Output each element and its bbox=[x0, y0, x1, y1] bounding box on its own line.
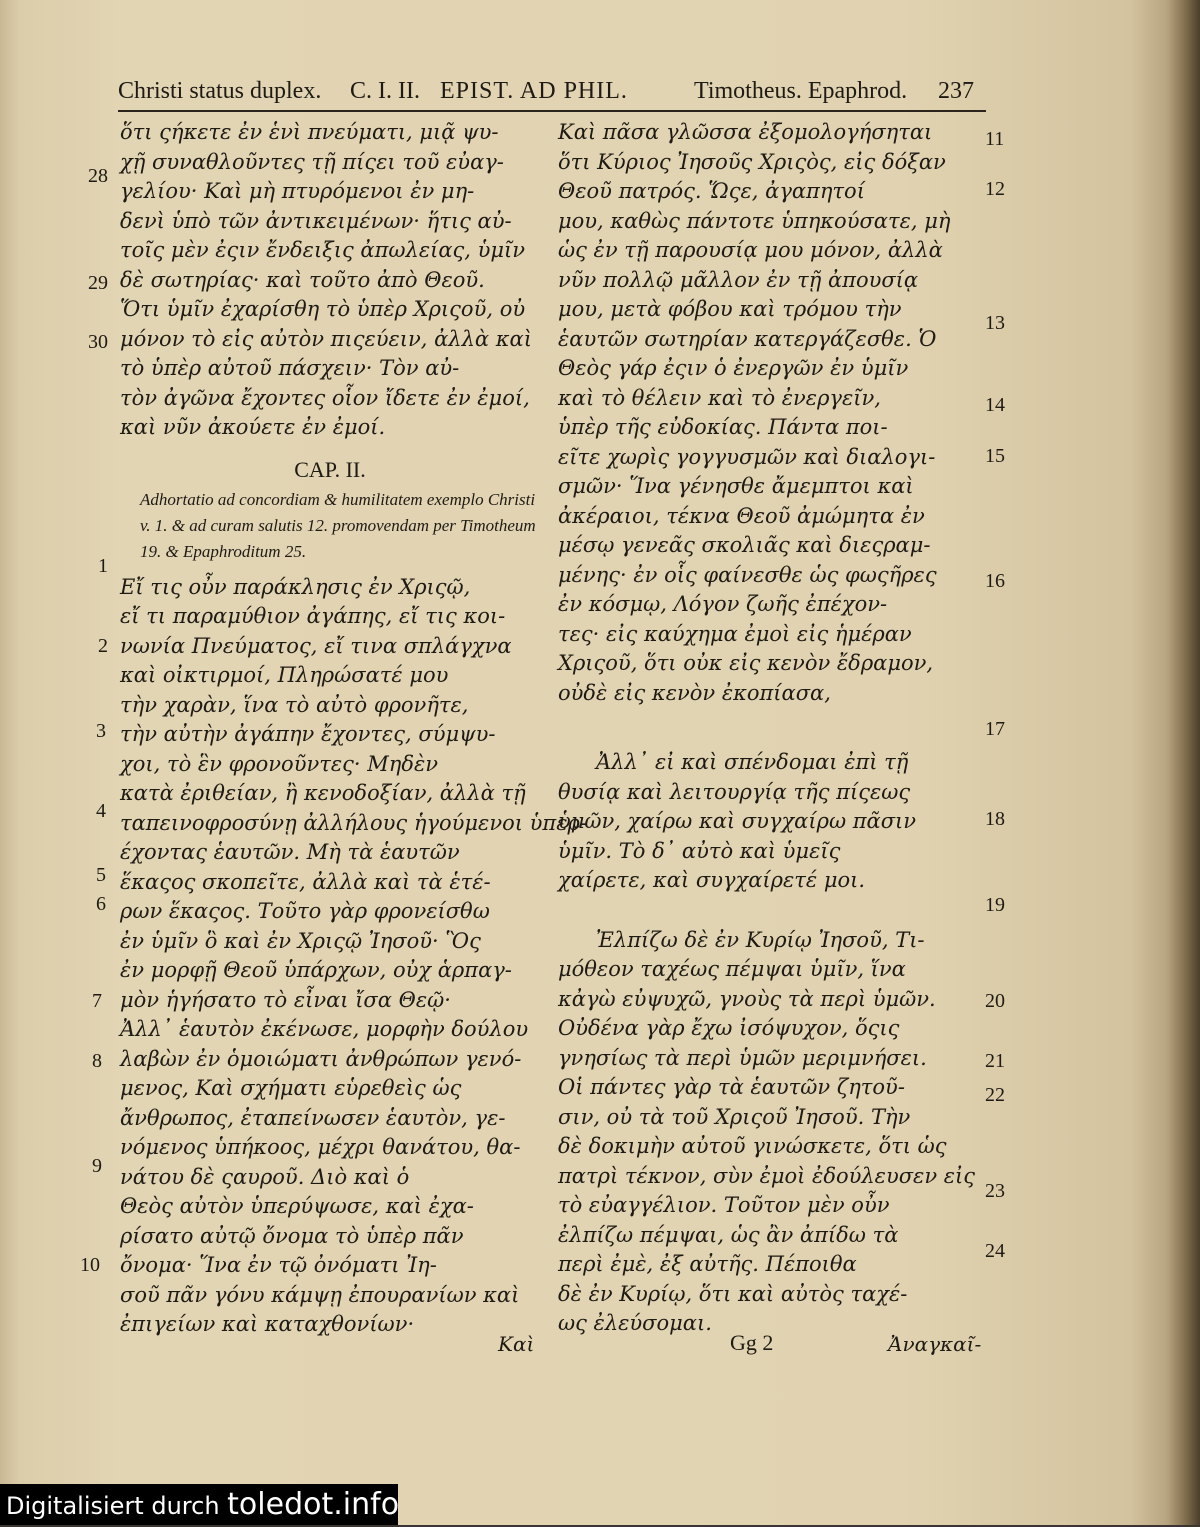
verse-number: 17 bbox=[985, 718, 1005, 740]
text-line: Ἐλπίζω δὲ ἐν Κυρίῳ Ἰησοῦ, Τι- bbox=[596, 927, 925, 952]
right-text-block-c bbox=[558, 926, 978, 1339]
text-line: μένης· ἐν οἷς φαίνεσθε ὡς φωςῆρες bbox=[558, 562, 937, 587]
verse-number: 30 bbox=[88, 331, 108, 353]
text-line: ὑπὲρ τῆς εὐδοκίας. Πάντα ποι- bbox=[558, 415, 888, 439]
chapter-summary: Adhortatio ad concordiam & humilitatem exemplo Christi v. 1. & ad curam salutis 12. promovendam per Timotheum 19. & Epaphroditum 25. bbox=[140, 489, 536, 561]
text-line: δὲ δοκιμὴν αὐτοῦ γινώσκετε, ὅτι ὡς bbox=[558, 1134, 947, 1158]
header-right: Timotheus. Epaphrod. bbox=[694, 78, 908, 104]
text-line: ὑμῶν, χαίρω καὶ συγχαίρω πᾶσιν bbox=[558, 809, 917, 833]
text-line: εἴ τι παραμύθιον ἀγάπης, εἴ τις κοι- bbox=[120, 604, 506, 628]
verse-number: 14 bbox=[985, 394, 1005, 416]
verse-number: 7 bbox=[92, 990, 102, 1012]
text-line: κἀγὼ εὐψυχῶ, γνοὺς τὰ περὶ ὑμῶν. bbox=[558, 986, 936, 1011]
text-line: χοι, τὸ ἓν φρονοῦντες· Μηδὲν bbox=[120, 751, 438, 776]
header-left: Christi status duplex. bbox=[118, 78, 322, 104]
text-line: ὅτι Κύριος Ἰησοῦς Χριςὸς, εἰς δόξαν bbox=[558, 149, 946, 174]
left-column bbox=[120, 118, 587, 1340]
verse-number: 9 bbox=[92, 1155, 102, 1177]
text-line: Ἀλλ᾽ ἑαυτὸν ἐκένωσε, μορφὴν δούλου bbox=[120, 1017, 529, 1041]
text-line: σιν, οὐ τὰ τοῦ Χριςοῦ Ἰησοῦ. Τὴν bbox=[558, 1104, 911, 1129]
text-line: Ἀλλ᾽ εἰ καὶ σπένδομαι ἐπὶ τῇ bbox=[596, 750, 909, 774]
book-spine bbox=[1168, 0, 1200, 1525]
verse-number: 28 bbox=[88, 165, 108, 187]
text-line: Εἴ τις οὖν παράκλησις ἐν Χριςῷ, bbox=[120, 574, 471, 599]
text-line: ἐπιγείων καὶ καταχθονίων· bbox=[120, 1312, 415, 1336]
text-line: τὸ ὑπὲρ αὐτοῦ πάσχειν· Τὸν αὐ- bbox=[120, 356, 460, 380]
text-line: χῇ συναθλοῦντες τῇ πίςει τοῦ εὐαγ- bbox=[120, 149, 504, 174]
text-line: ἕκαςος σκοπεῖτε, ἀλλὰ καὶ τὰ ἑτέ- bbox=[120, 869, 491, 894]
text-line: ὅτι ςήκετε ἐν ἑνὶ πνεύματι, μιᾷ ψυ- bbox=[120, 120, 499, 144]
verse-number: 4 bbox=[96, 800, 106, 822]
verse-number: 6 bbox=[96, 893, 106, 915]
text-line: χαίρετε, καὶ συγχαίρετέ μοι. bbox=[558, 868, 866, 892]
verse-number: 10 bbox=[80, 1254, 100, 1276]
right-column bbox=[558, 118, 978, 1339]
text-line: οὐδὲ εἰς κενὸν ἐκοπίασα, bbox=[558, 680, 831, 705]
text-line: θυσίᾳ καὶ λειτουργίᾳ τῆς πίςεως bbox=[558, 779, 911, 804]
text-line: ταπεινοφροσύνῃ ἀλλήλους ἡγούμενοι ὑπερ- bbox=[120, 810, 587, 835]
signature-mark: Gg 2 bbox=[730, 1330, 774, 1355]
verse-number: 22 bbox=[985, 1084, 1005, 1106]
verse-number: 29 bbox=[88, 272, 108, 294]
text-line: ἀκέραιοι, τέκνα Θεοῦ ἀμώμητα ἐν bbox=[558, 503, 925, 528]
text-line: γελίου· Καὶ μὴ πτυρόμενοι ἐν μη- bbox=[120, 179, 475, 203]
verse-number: 13 bbox=[985, 312, 1005, 334]
text-line: Χριςοῦ, ὅτι οὐκ εἰς κενὸν ἔδραμον, bbox=[558, 651, 934, 675]
text-line: νῦν πολλῷ μᾶλλον ἐν τῇ ἀπουσίᾳ bbox=[558, 267, 919, 292]
text-line: μὸν ἡγήσατο τὸ εἶναι ἴσα Θεῷ· bbox=[120, 987, 451, 1012]
verse-number: 8 bbox=[92, 1050, 102, 1072]
text-line: περὶ ἐμὲ, ἐξ αὐτῆς. Πέποιθα bbox=[558, 1252, 857, 1276]
text-line: ως ἐλεύσομαι. bbox=[558, 1311, 712, 1335]
page-number: 237 bbox=[938, 78, 974, 104]
text-line: τοῖς μὲν ἐςιν ἔνδειξις ἀπωλείας, ὑμῖν bbox=[120, 238, 526, 262]
header-chapter: C. I. II. bbox=[350, 78, 420, 104]
text-line: τὴν αὐτὴν ἀγάπην ἔχοντες, σύμψυ- bbox=[120, 722, 496, 746]
text-line: πατρὶ τέκνον, σὺν ἐμοὶ ἐδούλευσεν εἰς bbox=[558, 1163, 976, 1188]
right-catchword: Ἀναγκαῖ- bbox=[888, 1332, 982, 1356]
running-header bbox=[118, 72, 988, 114]
text-line: έχοντας ἑαυτῶν. Μὴ τὰ ἑαυτῶν bbox=[120, 840, 460, 864]
text-line: καὶ νῦν ἀκούετε ἐν ἐμοί. bbox=[120, 415, 386, 439]
text-line: Θεοῦ πατρός. Ὥςε, ἀγαπητοί bbox=[558, 179, 865, 203]
text-line: ἐν κόσμῳ, Λόγον ζωῆς ἐπέχον- bbox=[558, 592, 888, 616]
text-line: Θεὸς γάρ ἐςιν ὁ ἐνεργῶν ἐν ὑμῖν bbox=[558, 356, 909, 380]
text-line: μόθεον ταχέως πέμψαι ὑμῖν, ἵνα bbox=[558, 957, 906, 981]
right-text-block-a bbox=[558, 118, 978, 708]
verse-number: 15 bbox=[985, 445, 1005, 467]
text-line: Οὐδένα γὰρ ἔχω ἰσόψυχον, ὅςις bbox=[558, 1016, 900, 1040]
text-line: ἐν ὑμῖν ὃ καὶ ἐν Χριςῷ Ἰησοῦ· Ὃς bbox=[120, 928, 481, 953]
text-line: Καὶ πᾶσα γλῶσσα ἐξομολογήσηται bbox=[558, 120, 933, 144]
text-line: καὶ τὸ θέλειν καὶ τὸ ἐνεργεῖν, bbox=[558, 385, 881, 410]
text-line: μόνον τὸ εἰς αὐτὸν πιςεύειν, ἀλλὰ καὶ bbox=[120, 326, 532, 351]
right-text-block-b bbox=[558, 748, 978, 896]
text-line: σμῶν· Ἵνα γένησθε ἄμεμπτοι καὶ bbox=[558, 474, 914, 498]
text-line: γνησίως τὰ περὶ ὑμῶν μεριμνήσει. bbox=[558, 1045, 927, 1070]
verse-number: 3 bbox=[96, 720, 106, 742]
text-line: τὴν χαρὰν, ἵνα τὸ αὐτὸ φρονῆτε, bbox=[120, 692, 469, 717]
verse-number: 19 bbox=[985, 894, 1005, 916]
text-line: κατὰ ἐριθείαν, ἢ κενοδοξίαν, ἀλλὰ τῇ bbox=[120, 781, 526, 805]
verse-number: 24 bbox=[985, 1240, 1005, 1262]
text-line: ὑμῖν. Τὸ δ᾽ αὐτὸ καὶ ὑμεῖς bbox=[558, 838, 841, 863]
text-line: ἐλπίζω πέμψαι, ὡς ἂν ἀπίδω τὰ bbox=[558, 1222, 899, 1247]
text-line: ὡς ἐν τῇ παρουσίᾳ μου μόνον, ἀλλὰ bbox=[558, 238, 943, 262]
left-catchword: Καὶ bbox=[498, 1332, 535, 1356]
text-line: ρων ἕκαςος. Τοῦτο γὰρ φρονείσθω bbox=[120, 899, 490, 923]
text-line: μέσῳ γενεᾶς σκολιᾶς καὶ διεςραμ- bbox=[558, 533, 931, 557]
text-line: μου, καθὼς πάντοτε ὑπηκούσατε, μὴ bbox=[558, 208, 951, 233]
text-line: τες· εἰς καύχημα ἐμοὶ εἰς ἡμέραν bbox=[558, 621, 912, 646]
left-text-block-a bbox=[120, 118, 540, 443]
chapter-heading: CAP. II. bbox=[294, 456, 366, 482]
verse-number: 2 bbox=[98, 635, 108, 657]
watermark-prefix: Digitalisiert durch bbox=[6, 1492, 228, 1520]
text-line: ἄνθρωπος, ἐταπείνωσεν ἑαυτὸν, γε- bbox=[120, 1105, 506, 1130]
text-line: ρίσατο αὐτῷ ὄνομα τὸ ὑπὲρ πᾶν bbox=[120, 1223, 464, 1248]
text-line: Οἱ πάντες γὰρ τὰ ἑαυτῶν ζητοῦ- bbox=[558, 1075, 905, 1099]
text-line: εῖτε χωρὶς γογγυσμῶν καὶ διαλογι- bbox=[558, 444, 936, 469]
text-line: λαβὼν ἐν ὁμοιώματι ἀνθρώπων γενό- bbox=[120, 1046, 522, 1071]
text-line: καὶ οἰκτιρμοί, Πληρώσατέ μου bbox=[120, 663, 449, 687]
text-line: ὄνομα· Ἵνα ἐν τῷ ὀνόματι Ἰη- bbox=[120, 1253, 437, 1277]
text-line: ἑαυτῶν σωτηρίαν κατεργάζεσθε. Ὁ bbox=[558, 326, 937, 351]
text-line: ἐν μορφῇ Θεοῦ ὑπάρχων, οὐχ ἁρπαγ- bbox=[120, 958, 512, 982]
left-text-block-b bbox=[120, 573, 587, 1340]
text-line: νάτου δὲ ςαυροῦ. Διὸ καὶ ὁ bbox=[120, 1164, 410, 1189]
text-line: τὸν ἀγῶνα ἔχοντες οἷον ἴδετε ἐν ἐμοί, bbox=[120, 385, 530, 410]
text-line: Ὅτι ὑμῖν ἐχαρίσθη τὸ ὑπὲρ Χριςοῦ, οὐ bbox=[120, 297, 526, 321]
verse-number: 23 bbox=[985, 1180, 1005, 1202]
text-line: τὸ εὐαγγέλιον. Τοῦτον μὲν οὖν bbox=[558, 1193, 890, 1217]
watermark-brand: toledot.info bbox=[227, 1487, 400, 1522]
header-title: EPIST. AD PHIL. bbox=[440, 78, 628, 104]
verse-number: 1 bbox=[98, 555, 108, 577]
text-line: νόμενος ὑπήκοος, μέχρι θανάτου, θα- bbox=[120, 1135, 521, 1159]
text-line: δενὶ ὑπὸ τῶν ἀντικειμένων· ἥτις αὐ- bbox=[120, 208, 512, 233]
header-rule bbox=[118, 110, 986, 112]
text-line: μου, μετὰ φόβου καὶ τρόμου τὴν bbox=[558, 297, 902, 321]
digitization-watermark bbox=[0, 1484, 398, 1525]
text-line: Θεὸς αὐτὸν ὑπερύψωσε, καὶ ἐχα- bbox=[120, 1194, 474, 1218]
verse-number: 16 bbox=[985, 570, 1005, 592]
verse-number: 18 bbox=[985, 808, 1005, 830]
verse-number: 21 bbox=[985, 1050, 1005, 1072]
verse-number: 12 bbox=[985, 178, 1005, 200]
text-line: δὲ σωτηρίας· καὶ τοῦτο ἀπὸ Θεοῦ. bbox=[120, 267, 485, 292]
text-line: σοῦ πᾶν γόνυ κάμψῃ ἐπουρανίων καὶ bbox=[120, 1282, 520, 1307]
text-line: μενος, Καὶ σχήματι εὑρεθεὶς ὡς bbox=[120, 1076, 462, 1100]
verse-number: 20 bbox=[985, 990, 1005, 1012]
text-line: δὲ ἐν Κυρίῳ, ὅτι καὶ αὐτὸς ταχέ- bbox=[558, 1281, 908, 1306]
verse-number: 5 bbox=[96, 864, 106, 886]
text-line: νωνία Πνεύματος, εἴ τινα σπλάγχνα bbox=[120, 633, 512, 658]
verse-number: 11 bbox=[985, 128, 1005, 150]
